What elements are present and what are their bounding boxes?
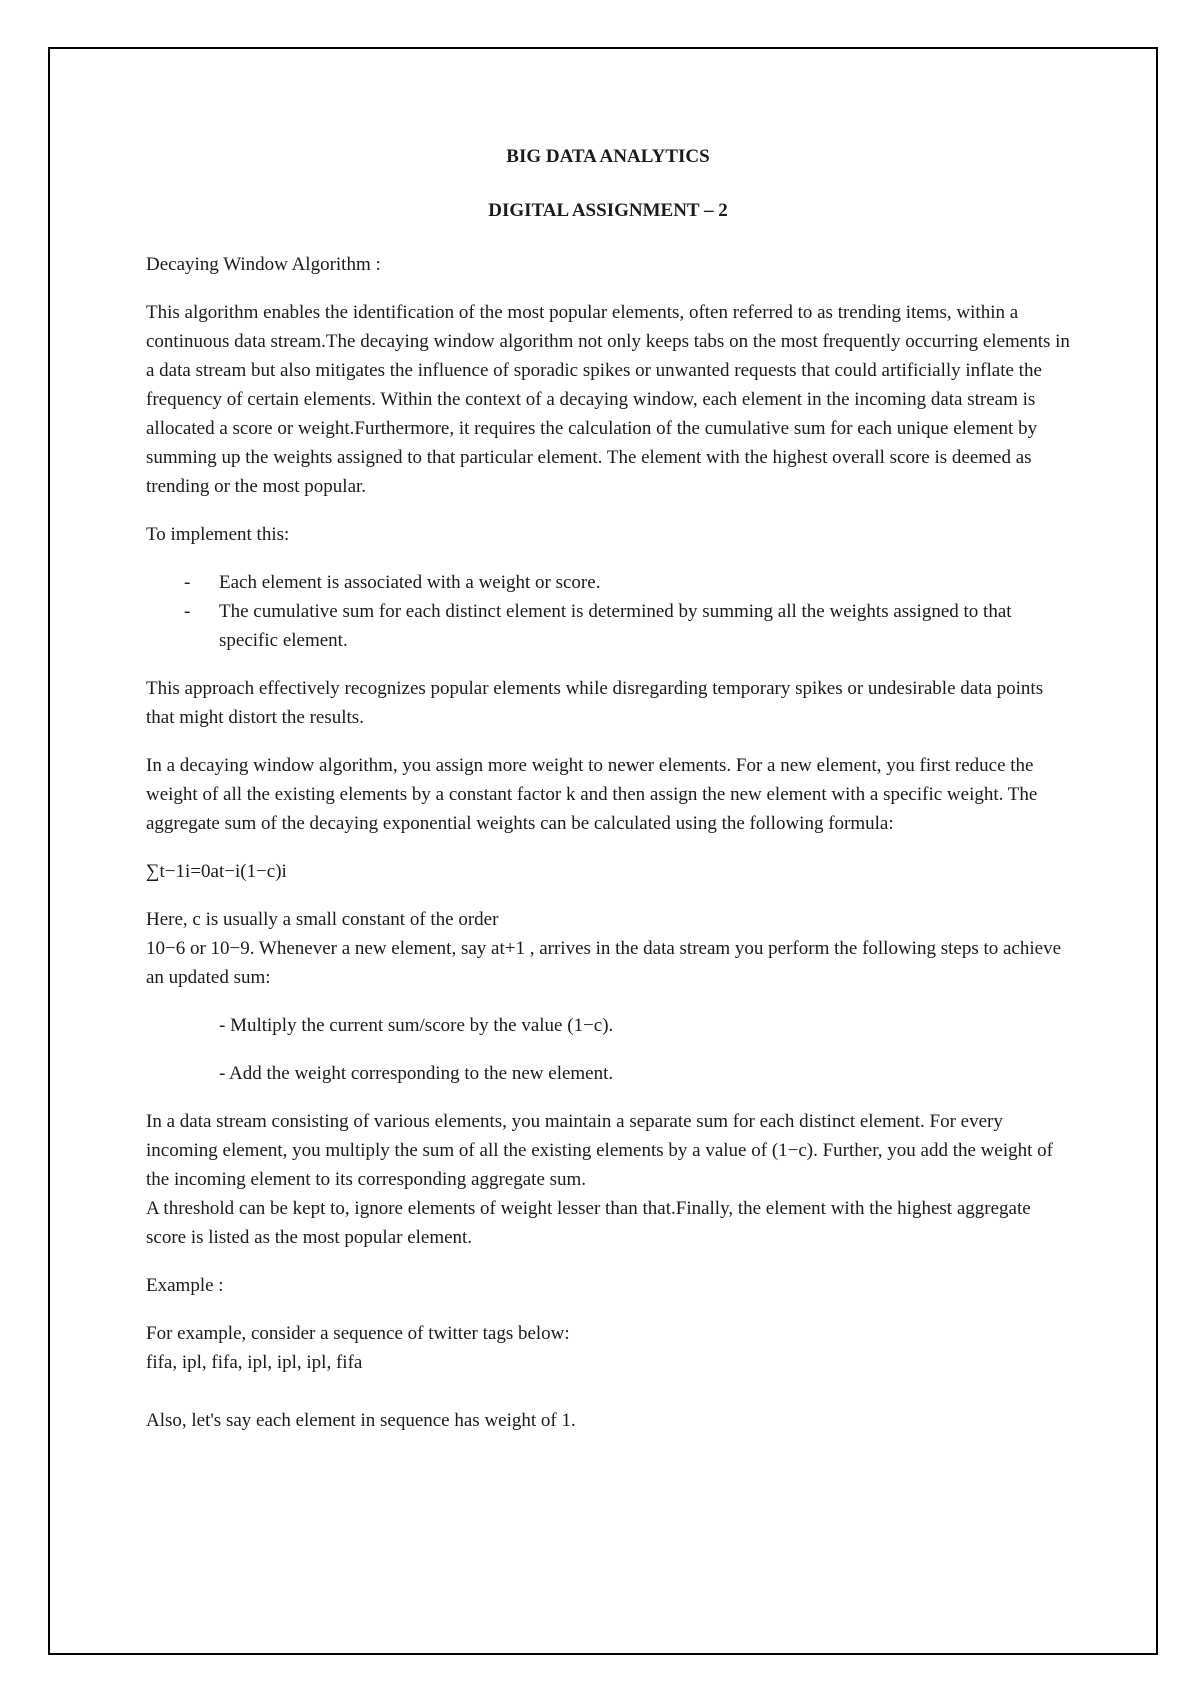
step-add-weight: - Add the weight corresponding to the new element. — [219, 1063, 614, 1084]
order-paragraph: 10−6 or 10−9. Whenever a new element, say at+1 , arrives in the data stream you perform the following steps to achieve an updated sum: — [146, 938, 1062, 988]
decay-paragraph: In a decaying window algorithm, you assign more weight to newer elements. For a new element, you first reduce the weight of all the existing elements by a constant factor k and then assign the new element with a specific weight. The aggregate sum of the decaying exponential weights can be calculated using the following formula: — [146, 755, 1038, 834]
list-item-text: The cumulative sum for each distinct element is determined by summing all the weights assigned to that specific element. — [219, 601, 1012, 651]
intro-paragraph: This algorithm enables the identification of the most popular elements, often referred to as trending items, within a continuous data stream.The decaying window algorithm not only keeps tabs on the most frequently occurring elements in a data stream but also mitigates the influence of sporadic spikes or unwanted requests that could artificially inflate the frequency of certain elements. Within the context of a decaying window, each element in the incoming data stream is allocated a score or weight.Furthermore, it requires the calculation of the cumulative sum for each unique element by summing up the weights assigned to that particular element. The element with the highest overall score is deemed as trending or the most popular. — [146, 302, 1070, 497]
list-item — [146, 568, 1070, 597]
stream-paragraph: In a data stream consisting of various elements, you maintain a separate sum for each distinct element. For every incoming element, you multiply the sum of all the existing elements by a value of (1−c). Further, you add the weight of the incoming element to its corresponding aggregate sum. — [146, 1111, 1053, 1190]
document-subtitle: DIGITAL ASSIGNMENT – 2 — [488, 200, 728, 221]
example-intro: For example, consider a sequence of twitter tags below: — [146, 1323, 570, 1344]
list-item-text: Each element is associated with a weight or score. — [219, 572, 601, 593]
approach-paragraph: This approach effectively recognizes popular elements while disregarding temporary spikes or undesirable data points that might distort the results. — [146, 678, 1044, 728]
example-sequence: fifa, ipl, fifa, ipl, ipl, ipl, fifa — [146, 1352, 363, 1373]
step-multiply: - Multiply the current sum/score by the value (1−c). — [219, 1015, 614, 1036]
implement-heading: To implement this: — [146, 524, 290, 545]
formula: ∑t−1i=0at−i(1−c)i — [146, 861, 287, 882]
example-weight: Also, let's say each element in sequence has weight of 1. — [146, 1410, 576, 1431]
dash-bullet: - — [184, 572, 191, 593]
document-title: BIG DATA ANALYTICS — [506, 146, 710, 167]
dash-bullet: - — [184, 601, 191, 622]
threshold-paragraph: A threshold can be kept to, ignore elements of weight lesser than that.Finally, the element with the highest aggregate score is listed as the most popular element. — [146, 1198, 1031, 1248]
document-body — [146, 142, 1070, 1435]
constant-line: Here, c is usually a small constant of the order — [146, 909, 499, 930]
section-heading: Decaying Window Algorithm : — [146, 254, 381, 275]
example-heading: Example : — [146, 1275, 224, 1296]
list-item — [146, 597, 1070, 655]
implementation-list — [146, 568, 1070, 655]
